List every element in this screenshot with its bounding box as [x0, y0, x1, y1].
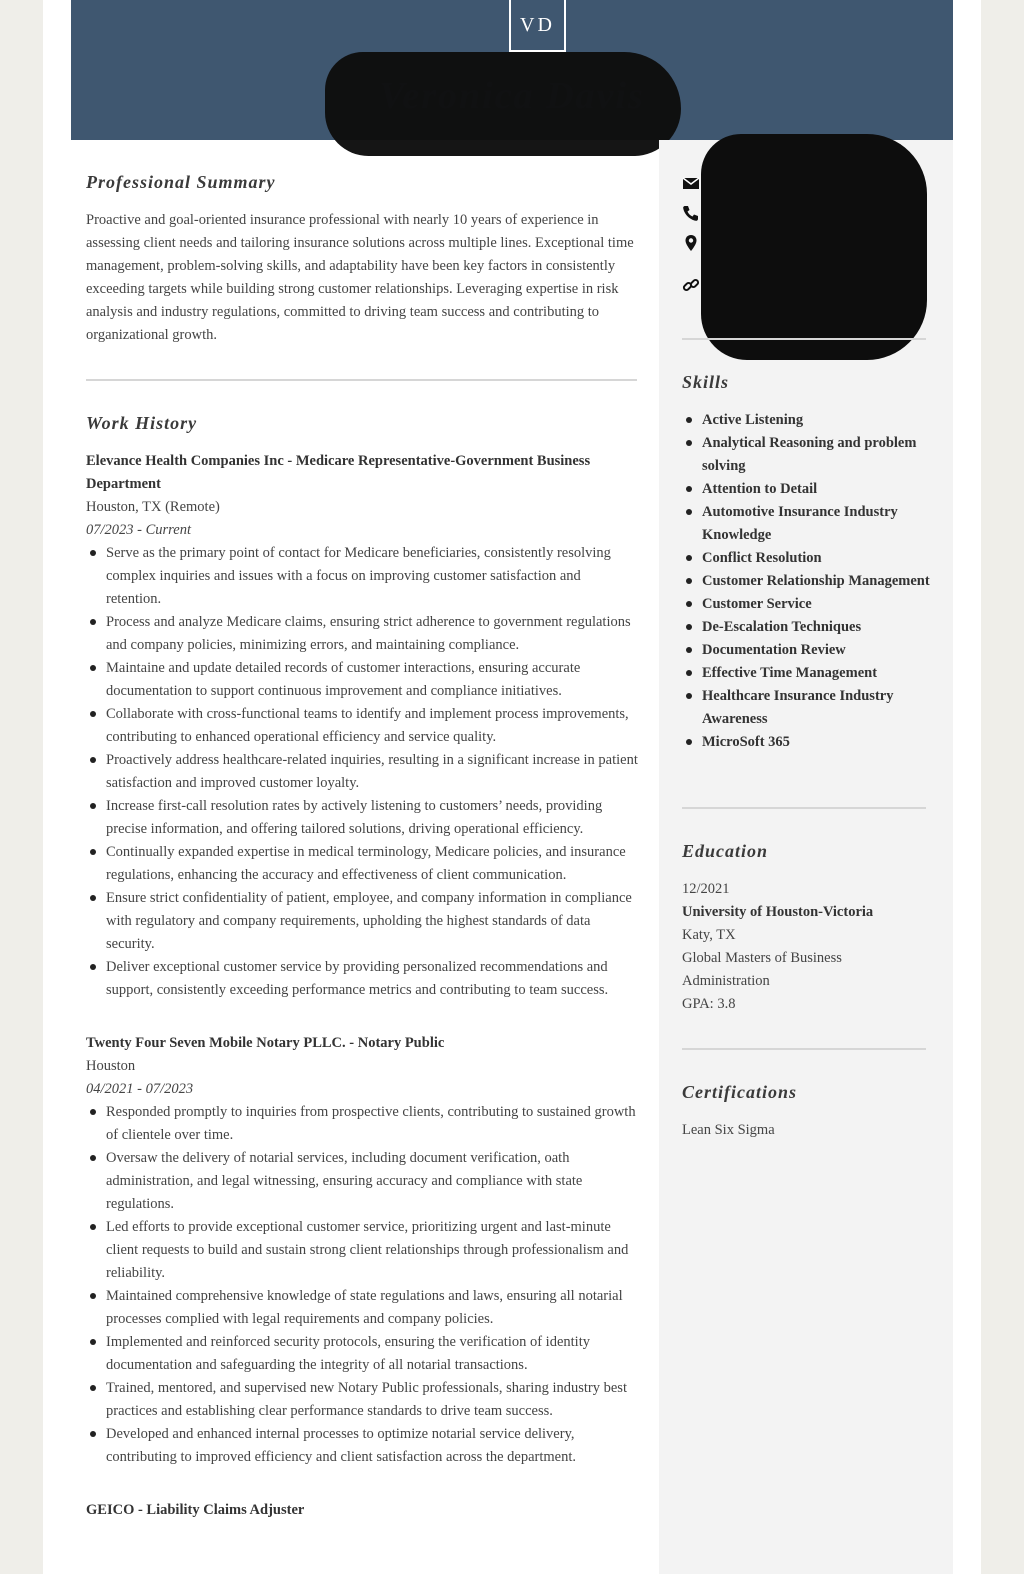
job-bullet: Ensure strict confidentiality of patient, employee, and company information in compliance with regulatory and company requirements, upholding the highest standards of data security.	[106, 887, 638, 956]
resume-page	[43, 0, 981, 1574]
skill-item: Active Listening	[702, 409, 932, 432]
summary-text: Proactive and goal-oriented insurance professional with nearly 10 years of experience in assessing client needs and tailoring insurance solutions across multiple lines. Exceptional time management, problem-solving skills, and adaptability have been key factors in consistently exceeding targets while building strong customer relationships. Leveraging expertise in risk analysis and industry regulations, committed to driving team success and contributing to organizational growth.	[86, 212, 634, 343]
skills-section	[682, 372, 932, 754]
job-bullet: Responded promptly to inquiries from prospective clients, contributing to sustained growth of clientele over time.	[106, 1101, 638, 1147]
job-bullet: Implemented and reinforced security protocols, ensuring the verification of identity documentation and safeguarding the integrity of all notarial transactions.	[106, 1331, 638, 1377]
education-title: Education	[682, 841, 769, 861]
contact-location	[682, 234, 700, 254]
skill-item: De-Escalation Techniques	[702, 616, 932, 639]
certification-item: Lean Six Sigma	[682, 1122, 775, 1138]
sidebar-divider	[682, 1048, 926, 1050]
sidebar-divider	[682, 338, 926, 340]
skill-item: Attention to Detail	[702, 478, 932, 501]
education-location: Katy, TX	[682, 927, 736, 943]
job-bullets	[86, 1101, 638, 1469]
job-bullet: Collaborate with cross-functional teams to identify and implement process improvements, contributing to enhanced operational efficiency and service quality.	[106, 703, 638, 749]
contact-link[interactable]	[682, 276, 700, 296]
skill-item: MicroSoft 365	[702, 731, 932, 754]
map-pin-icon	[682, 234, 700, 252]
job-bullet: Process and analyze Medicare claims, ensuring strict adherence to government regulations and company policies, minimizing errors, and maintaining compliance.	[106, 611, 638, 657]
job-location: Houston	[86, 1058, 136, 1074]
sidebar-divider	[682, 807, 926, 809]
skill-item: Documentation Review	[702, 639, 932, 662]
job-bullet: Deliver exceptional customer service by providing personalized recommendations and support, consistently exceeding performance metrics and contributing to team success.	[106, 956, 638, 1002]
certifications-title: Certifications	[682, 1082, 798, 1102]
job-dates: 07/2023 - Current	[86, 522, 191, 538]
certifications-section	[682, 1082, 932, 1142]
skills-list	[682, 409, 932, 754]
job-bullet: Led efforts to provide exceptional customer service, prioritizing urgent and last-minute client requests to build and sustain strong client relationships through professionalism and reliability.	[106, 1216, 638, 1285]
job-entry	[86, 450, 638, 1002]
education-school: University of Houston-Victoria	[682, 904, 874, 920]
link-icon	[682, 276, 700, 294]
job-bullet: Proactively address healthcare-related inquiries, resulting in a significant increase in patient satisfaction and improved customer loyalty.	[106, 749, 638, 795]
summary-title: Professional Summary	[86, 172, 276, 192]
skill-item: Customer Service	[702, 593, 932, 616]
summary-section	[86, 172, 638, 347]
skills-title: Skills	[682, 372, 730, 392]
monogram: VD	[509, 0, 566, 52]
job-bullet: Continually expanded expertise in medical terminology, Medicare policies, and insurance regulations, enhancing the accuracy and effectiveness of client communication.	[106, 841, 638, 887]
education-degree: Global Masters of Business Administration	[682, 950, 842, 989]
education-date: 12/2021	[682, 881, 730, 897]
work-title: Work History	[86, 413, 198, 433]
job-bullets	[86, 542, 638, 1002]
job-bullet: Maintained comprehensive knowledge of state regulations and laws, ensuring all notarial processes complied with legal requirements and company policies.	[106, 1285, 638, 1331]
name-redaction-mark	[325, 52, 681, 156]
job-dates: 04/2021 - 07/2023	[86, 1081, 194, 1097]
job-bullet: Serve as the primary point of contact for Medicare beneficiaries, consistently resolving complex inquiries and issues with a focus on improving customer satisfaction and retention.	[106, 542, 638, 611]
job-bullet: Oversaw the delivery of notarial services, including document verification, oath administration, and legal witnessing, ensuring accuracy and compliance with state regulations.	[106, 1147, 638, 1216]
contact-email	[682, 174, 700, 194]
skill-item: Automotive Insurance Industry Knowledge	[702, 501, 932, 547]
job-entry	[86, 1032, 638, 1469]
main-divider	[86, 379, 637, 381]
skill-item: Healthcare Insurance Industry Awareness	[702, 685, 932, 731]
job-bullet: Maintaine and update detailed records of customer interactions, ensuring accurate documentation to support continuous improvement and compliance initiatives.	[106, 657, 638, 703]
phone-icon	[682, 204, 700, 222]
job-title: Elevance Health Companies Inc - Medicare Representative-Government Business Department	[86, 453, 591, 492]
job-title: Twenty Four Seven Mobile Notary PLLC. - Notary Public	[86, 1035, 445, 1051]
job-title: GEICO - Liability Claims Adjuster	[86, 1502, 305, 1518]
sidebar	[659, 140, 953, 1574]
job-bullet: Trained, mentored, and supervised new Notary Public professionals, sharing industry best practices and establishing clear performance standards to drive team success.	[106, 1377, 638, 1423]
contact-block	[659, 140, 953, 340]
contact-redaction-mark	[701, 134, 927, 360]
skill-item: Analytical Reasoning and problem solving	[702, 432, 932, 478]
education-gpa: GPA: 3.8	[682, 996, 736, 1012]
job-entry	[86, 1499, 638, 1522]
envelope-icon	[682, 174, 700, 192]
skill-item: Conflict Resolution	[702, 547, 932, 570]
work-section	[86, 413, 638, 1522]
job-location: Houston, TX (Remote)	[86, 499, 220, 515]
contact-phone	[682, 204, 700, 224]
job-bullet: Developed and enhanced internal processes to optimize notarial service delivery, contributing to improved efficiency and client satisfaction across the department.	[106, 1423, 638, 1469]
job-bullet: Increase first-call resolution rates by actively listening to customers’ needs, providing precise information, and offering tailored solutions, driving operational efficiency.	[106, 795, 638, 841]
skill-item: Customer Relationship Management	[702, 570, 932, 593]
education-section	[682, 841, 932, 1016]
skill-item: Effective Time Management	[702, 662, 932, 685]
